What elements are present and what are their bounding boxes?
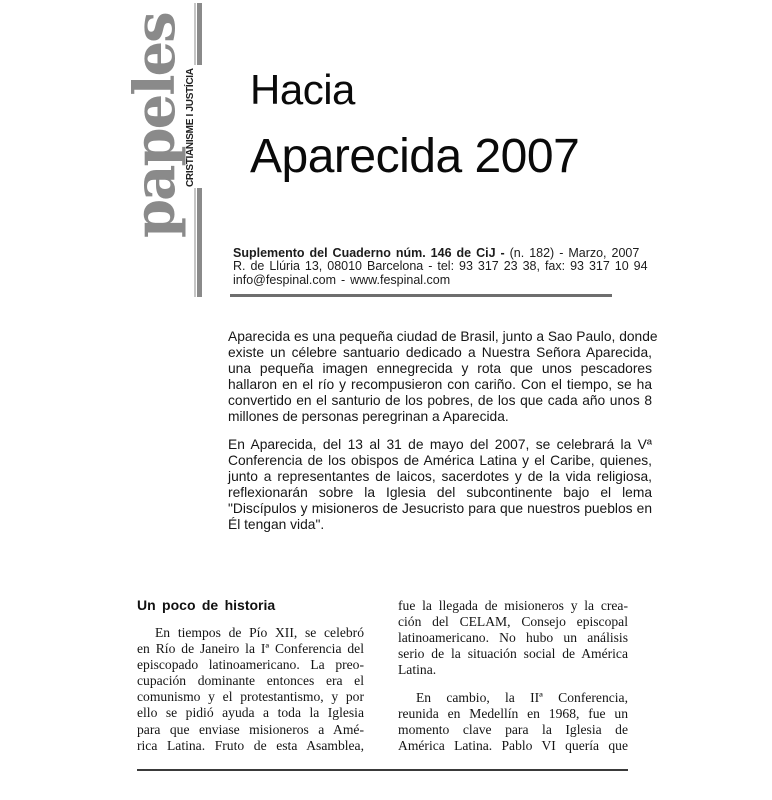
masthead-rule-thin-bottom xyxy=(194,188,196,297)
right-column-paragraph-2: En cambio, la IIª Conferencia, reunida en Medellín en 1968, fue un momento clave para la Iglesia de América Latina. Pablo VI quería que xyxy=(398,690,628,754)
publication-info-issue: (n. 182) - Marzo, 2007 xyxy=(504,246,640,260)
publication-info-line-1 xyxy=(233,247,648,260)
right-column-paragraph-1: fue la llegada de misioneros y la crea- ción del CELAM, Consejo episcopal latinoamericano. No hubo un análisis serio de la situación social de América Latina. xyxy=(398,598,628,678)
publication-info-address: R. de Llúria 13, 08010 Barcelona - tel: 93 317 23 38, fax: 93 317 10 94 xyxy=(233,259,648,274)
masthead-rule-thick-top xyxy=(197,3,202,65)
intro-paragraph-2: En Aparecida, del 13 al 31 de mayo del 2007, se celebrará la Vª Conferencia de los obispos de América Latina y el Caribe, quienes, junto a representantes de laicos, sacerdotes y de la vida religiosa, reflexionarán sobre la Iglesia del subcontinente bajo el lema "Discípulos y misioneros de Jesucristo para que nuestros pueblos en Él tengan vida". xyxy=(228,437,652,533)
title-line-1: Hacia xyxy=(250,66,355,113)
publication-info-contact: info@fespinal.com - www.fespinal.com xyxy=(233,272,451,287)
masthead-rule-thick-bottom xyxy=(197,188,202,297)
publication-info-supplement: Suplemento del Cuaderno núm. 146 de CiJ - xyxy=(233,246,505,260)
masthead-rule-thin-top xyxy=(194,3,196,65)
section-heading: Un poco de historia xyxy=(137,597,276,613)
publication-info xyxy=(233,247,648,287)
document-title xyxy=(250,66,580,183)
intro-paragraph-1: Aparecida es una pequeña ciudad de Brasil, junto a Sao Paulo, donde existe un célebre santuario dedicado a Nuestra Señora Aparecida, una pequeña imagen ennegrecida y rota que unos pescadores hallaron en el río y recompusieron con cariño. Con el tiempo, se ha convertido en el santurio de los pobres, de los que cada año unos 8 millones de personas peregrinan a Aparecida. xyxy=(228,329,658,425)
masthead-organization: CRISTIANISME I JUSTÍCIA xyxy=(185,68,196,187)
bottom-rule xyxy=(137,769,628,771)
masthead-brand: papeles xyxy=(122,13,188,238)
title-line-2: Aparecida 2007 xyxy=(250,130,580,183)
left-column-paragraph: En tiempos de Pío XII, se celebró en Río de Janeiro la Iª Conferencia del episcopado latinoamericano. La preo- cupación dominante entonces era el comunismo y el protestantismo, y por ello se pidió ayuda a toda la Iglesia para que enviase misioneros a Amé- rica Latina. Fruto de esta Asamblea, xyxy=(137,625,364,753)
header-rule xyxy=(230,294,612,297)
